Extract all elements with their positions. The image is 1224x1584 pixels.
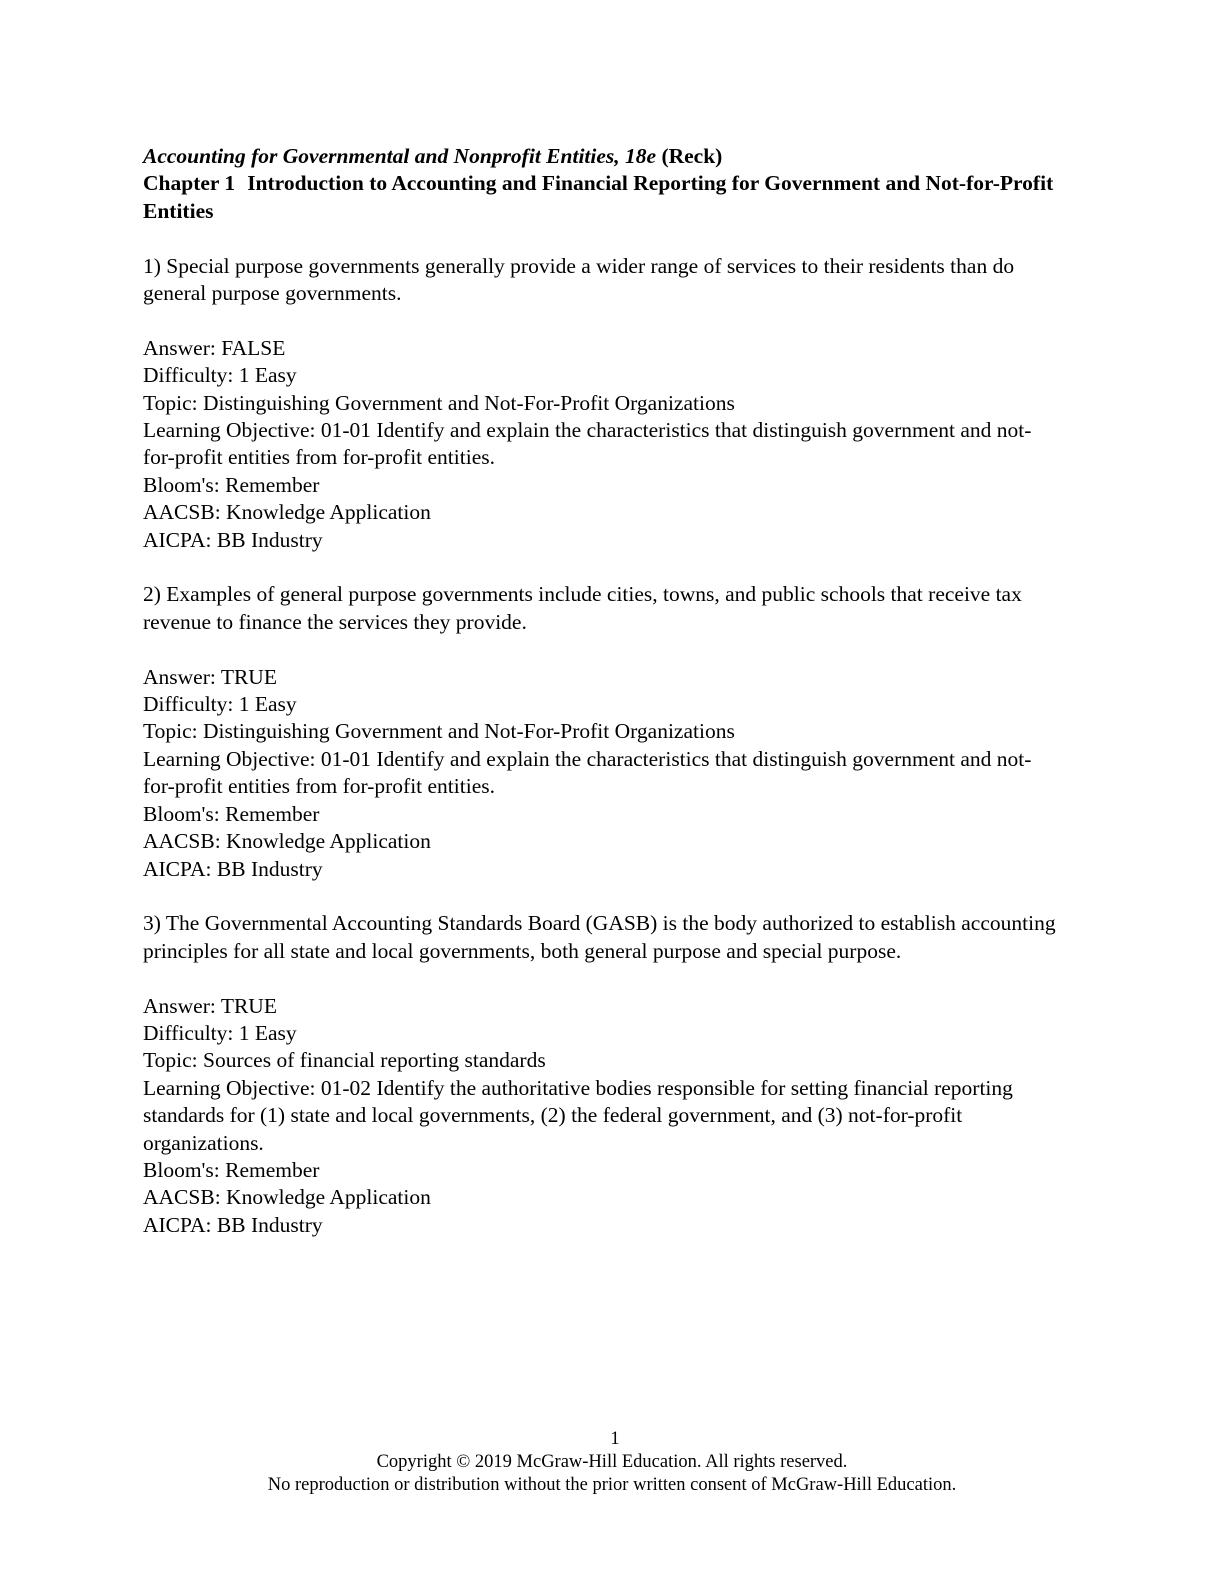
question-text: 1) Special purpose governments generally provide a wider range of services to their residents than do general purpose governments.: [143, 253, 1015, 306]
book-title: Accounting for Governmental and Nonprofit Entities, 18e: [143, 144, 657, 168]
question-block: [143, 910, 1063, 1239]
aicpa-line: AICPA: BB Industry: [143, 527, 323, 552]
difficulty-line: Difficulty: 1 Easy: [143, 692, 297, 717]
book-author: (Reck): [661, 144, 723, 168]
chapter-title: Introduction to Accounting and Financial Reporting for Government and Not-for-Profit Entities: [143, 171, 1054, 223]
blooms-line: Bloom's: Remember: [143, 801, 320, 826]
topic-line: Topic: Distinguishing Government and Not-For-Profit Organizations: [143, 390, 735, 415]
aacsb-line: AACSB: Knowledge Application: [143, 1185, 431, 1210]
answer-line: Answer: TRUE: [143, 664, 277, 689]
copyright-notice: Copyright © 2019 McGraw-Hill Education. All rights reserved.: [376, 1452, 848, 1472]
difficulty-line: Difficulty: 1 Easy: [143, 363, 297, 388]
aicpa-line: AICPA: BB Industry: [143, 1212, 323, 1237]
answer-line: Answer: FALSE: [143, 335, 286, 360]
reproduction-notice: No reproduction or distribution without the prior written consent of McGraw-Hill Education.: [267, 1475, 957, 1495]
objective-line: Learning Objective: 01-01 Identify and explain the characteristics that distinguish government and not-for-profit entities from for-profit entities.: [143, 418, 1032, 470]
spacer: [143, 883, 1063, 910]
spacer: [143, 225, 1063, 252]
objective-line: Learning Objective: 01-02 Identify the authoritative bodies responsible for setting financial reporting standards for (1) state and local governments, (2) the federal government, and (3) not-for-profit organizations.: [143, 1075, 1013, 1155]
difficulty-line: Difficulty: 1 Easy: [143, 1020, 297, 1045]
spacer: [143, 554, 1063, 581]
aicpa-line: AICPA: BB Industry: [143, 856, 323, 881]
question-text: 2) Examples of general purpose governments include cities, towns, and public schools that receive tax revenue to finance the services they provide.: [143, 582, 1022, 634]
aacsb-line: AACSB: Knowledge Application: [143, 500, 431, 525]
page-number: 1: [610, 1429, 620, 1449]
book-header: [143, 143, 1063, 170]
spacer: [143, 636, 1063, 663]
topic-line: Topic: Sources of financial reporting standards: [143, 1048, 546, 1073]
blooms-line: Bloom's: Remember: [143, 472, 320, 497]
blooms-line: Bloom's: Remember: [143, 1157, 320, 1182]
objective-line: Learning Objective: 01-01 Identify and explain the characteristics that distinguish government and not-for-profit entities from for-profit entities.: [143, 746, 1032, 799]
aacsb-line: AACSB: Knowledge Application: [143, 829, 431, 854]
question-text: 3) The Governmental Accounting Standards Board (GASB) is the body authorized to establish accounting principles for all state and local governments, both general purpose and special purpose.: [143, 911, 1056, 963]
page-content: [143, 143, 1063, 1239]
chapter-header: [143, 170, 1063, 225]
spacer: [143, 965, 1063, 992]
page-footer: [0, 1428, 1224, 1497]
question-block: [143, 253, 1063, 554]
chapter-label: Chapter 1: [143, 171, 236, 196]
topic-line: Topic: Distinguishing Government and Not-For-Profit Organizations: [143, 719, 735, 744]
spacer: [143, 307, 1063, 334]
question-block: [143, 581, 1063, 882]
answer-line: Answer: TRUE: [143, 993, 277, 1018]
